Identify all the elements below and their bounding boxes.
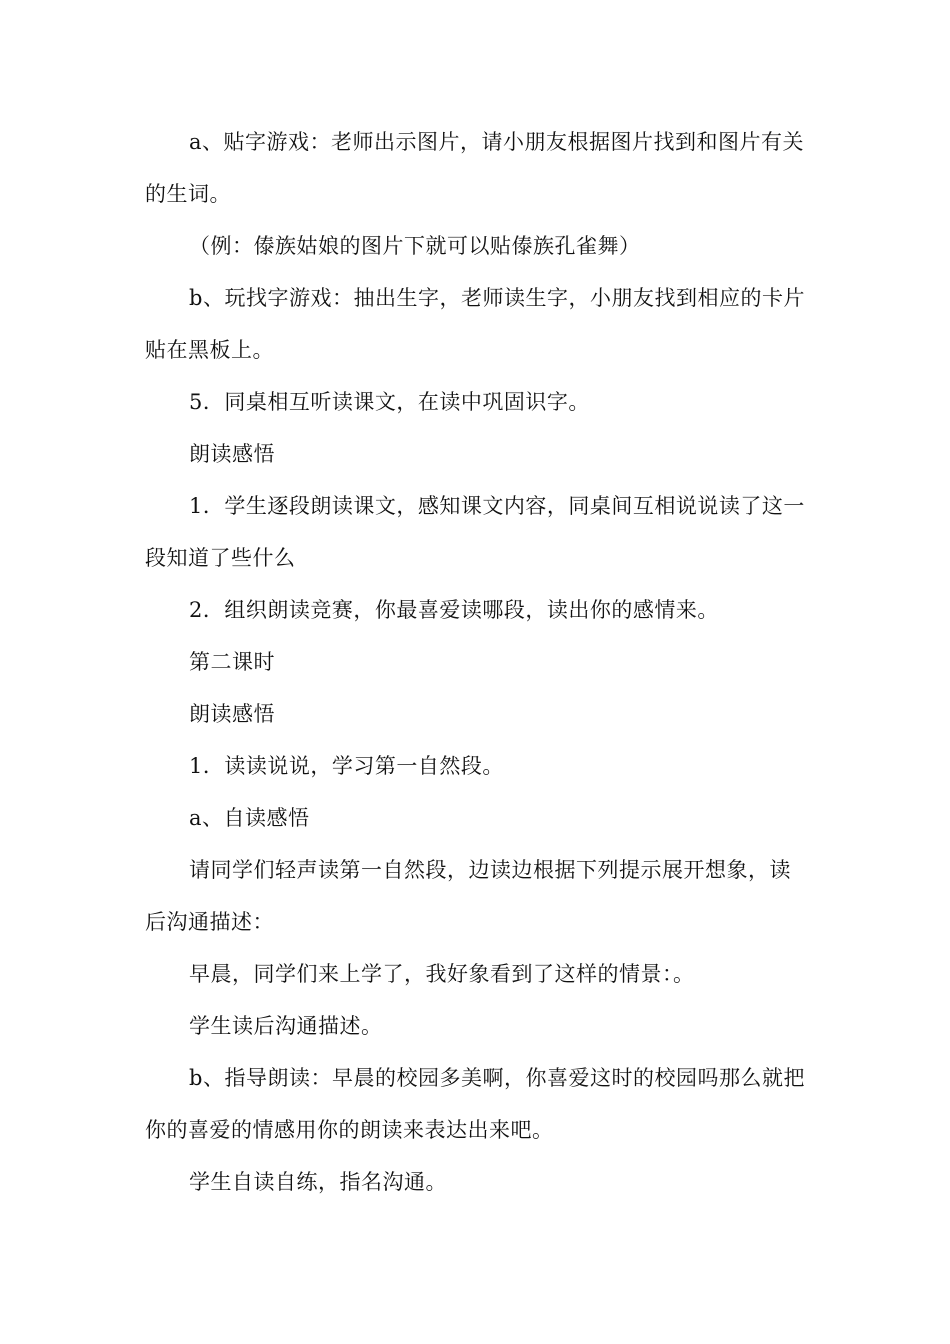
document-body [145, 116, 810, 1208]
paragraph-self-practice: 学生自读自练，指名沟通。 [189, 1170, 447, 1194]
paragraph-example-dai-girl: （例：傣族姑娘的图片下就可以贴傣族孔雀舞） [189, 234, 641, 258]
paragraph-guided-reading: b、指导朗读：早晨的校园多美啊，你喜爱这时的校园吗那么就把你的喜爱的情感用你的朗读来表达出来吧。 [145, 1066, 805, 1142]
paragraph-step-2-reading-contest: 2．组织朗读竞赛，你最喜爱读哪段，读出你的感情来。 [189, 598, 719, 622]
paragraph-paste-word-game: a、贴字游戏：老师出示图片，请小朋友根据图片找到和图片有关的生词。 [145, 130, 805, 206]
paragraph-students-describe: 学生读后沟通描述。 [189, 1014, 383, 1038]
paragraph-find-word-game: b、玩找字游戏：抽出生字，老师读生字，小朋友找到相应的卡片贴在黑板上。 [145, 286, 805, 362]
paragraph-step-5-desk-mate-reading: 5．同桌相互听读课文，在读中巩固识字。 [189, 390, 590, 414]
heading-reading-comprehension: 朗读感悟 [189, 442, 275, 466]
heading-second-lesson: 第二课时 [189, 650, 275, 674]
paragraph-step-1-read-and-talk: 1．读读说说，学习第一自然段。 [189, 754, 504, 778]
paragraph-quiet-reading-instruction: 请同学们轻声读第一自然段，边读边根据下列提示展开想象，读后沟通描述： [145, 858, 791, 934]
paragraph-self-reading: a、自读感悟 [189, 806, 310, 830]
paragraph-morning-scene-prompt: 早晨，同学们来上学了，我好象看到了这样的情景：。 [189, 962, 695, 986]
paragraph-step-1-read-sections: 1．学生逐段朗读课文，感知课文内容，同桌间互相说说读了这一段知道了些什么 [145, 494, 805, 570]
heading-reading-comprehension-2: 朗读感悟 [189, 702, 275, 726]
